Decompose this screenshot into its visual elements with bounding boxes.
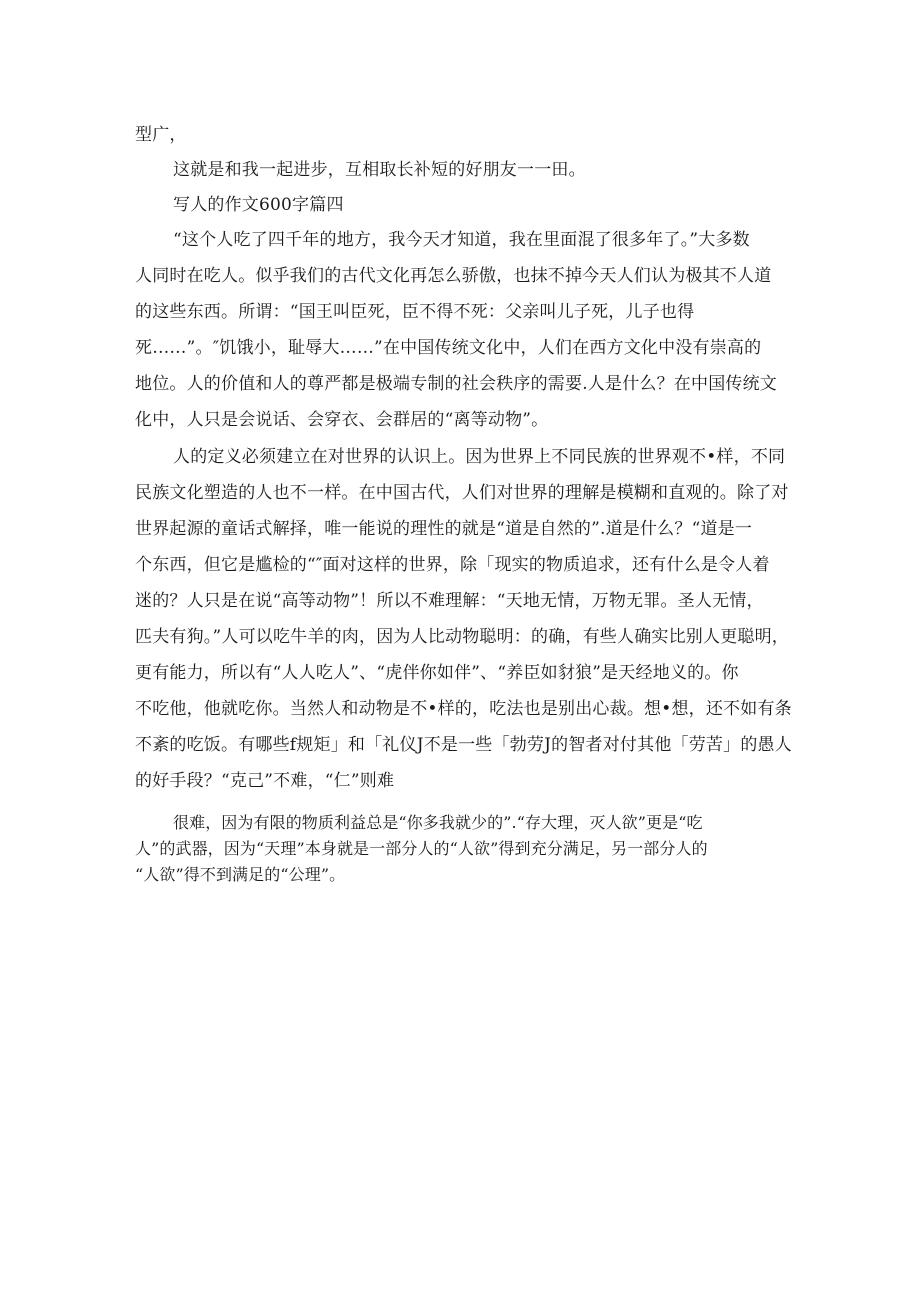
text-line-20: 很难，因为有限的物质利益总是“你多我就少的”.“存大理，灭人欲”更是“吃 [173, 813, 703, 832]
text-line-11: 民族文化塑造的人也不一样。在中国古代，人们对世界的理解是模糊和直观的。除了对 [135, 483, 789, 503]
text-line-8: 地位。人的价值和人的尊严都是极端专制的社会秩序的需要.人是什么？在中国传统文 [135, 374, 778, 394]
text-line-21: 人”的武器，因为“天理”本身就是一部分人的“人欲”得到充分满足，另一部分人的 [135, 839, 708, 858]
text-line-22: “人欲”得不到满足的“公理”。 [135, 865, 346, 884]
text-line-5: 人同时在吃人。似乎我们的古代文化再怎么骄傲，也抹不掉今天人们认为极其不人道 [135, 266, 772, 286]
text-line-17: 不吃他，他就吃你。当然人和动物是不•样的，吃法也是别出心裁。想•想，还不如有条 [135, 699, 792, 719]
text-line-9: 化中，人只是会说话、会穿衣、会群居的“离等动物”。 [135, 410, 549, 430]
text-line-19: 的好手段？“克己”不难，“仁”则难 [135, 771, 395, 791]
text-line-4: “这个人吃了四千年的地方，我今天才知道，我在里面混了很多年了。”大多数 [173, 230, 750, 250]
text-line-18: 不紊的吃饭。有哪些f规矩」和「礼仪J不是一些「勃劳J的智者对付其他「劳苦」的愚人 [135, 735, 792, 755]
text-line-10: 人的定义必须建立在对世界的认识上。因为世界上不同民族的世界观不•样，不同 [173, 447, 786, 467]
text-line-14: 迷的？人只是在说“高等动物”！所以不难理解：“天地无情，万物无罪。圣人无情， [135, 591, 764, 611]
text-line-15: 匹夫有狗。”人可以吃牛羊的肉，因为人比动物聪明：的确，有些人确实比别人更聪明， [135, 627, 789, 647]
text-line-12: 世界起源的童话式解择，唯一能说的理性的就是“道是自然的”.道是什么？“道是一 [135, 519, 753, 539]
section-heading: 写人的作文600字篇四 [173, 195, 344, 215]
text-line-1: 型广， [135, 125, 187, 145]
text-line-6: 的这些东西。所谓：“国王叫臣死，臣不得不死：父亲叫儿子死，儿子也得 [135, 302, 695, 322]
text-line-7: 死……”。″饥饿小，耻辱大……”在中国传统文化中，人们在西方文化中没有崇高的 [135, 338, 762, 358]
text-line-13: 个东西，但它是尴检的“″面对这样的世界，除「现实的物质追求，还有什么是令人着 [135, 555, 770, 575]
text-line-16: 更有能力，所以有“人人吃人”、“虎伴你如伴”、“养臣如豺狼”是天经地义的。你 [135, 663, 739, 683]
text-line-2: 这就是和我一起进步，互相取长补短的好朋友一一田。 [173, 160, 586, 180]
